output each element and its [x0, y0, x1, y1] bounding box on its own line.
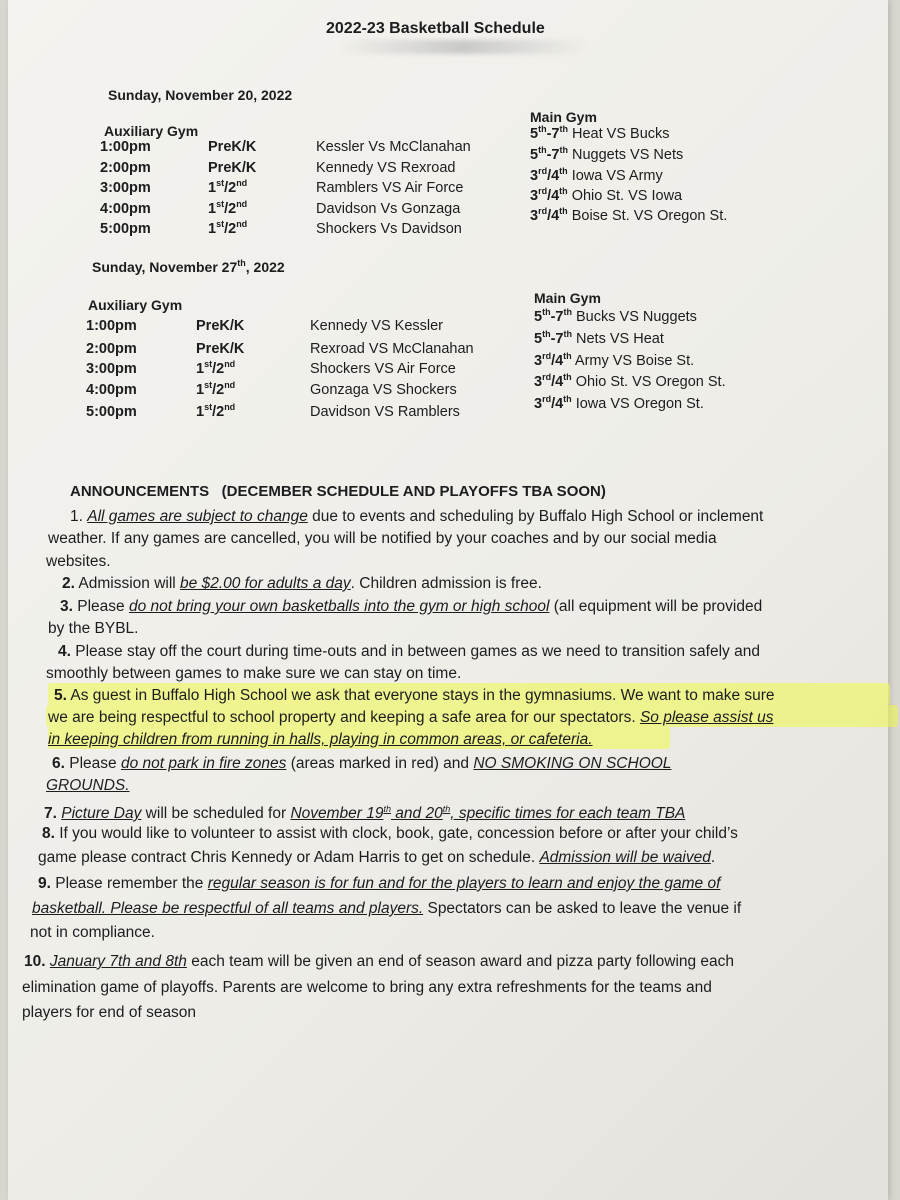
game-grade: 3rd/4th: [530, 206, 568, 224]
game-time: 3:00pm: [100, 180, 151, 196]
aux-game-row: [86, 402, 460, 420]
week1-main-gym-label: Main Gym: [530, 109, 597, 125]
announcement-7: 7. Picture Day will be scheduled for November 19th and 20th, specific times for each team TBA: [44, 804, 686, 822]
page-title: 2022-23 Basketball Schedule: [326, 20, 545, 37]
game-matchup: Shockers VS Air Force: [310, 361, 456, 377]
game-matchup: Ohio St. VS Oregon St.: [575, 374, 726, 390]
announcement-9: 9. Please remember the regular season is for fun and for the players to learn and enjoy the game of: [38, 875, 721, 892]
aux-game-row: [100, 199, 460, 217]
aux-game-row: [86, 359, 456, 377]
announcement-9-line3: not in compliance.: [30, 924, 155, 941]
announcement-5-line3: in keeping children from running in halls, playing in common areas, or cafeteria.: [48, 731, 593, 748]
announcement-4: 4. Please stay off the court during time-outs and in between games as we need to transition safely and: [58, 643, 760, 660]
game-matchup: Heat VS Bucks: [572, 126, 670, 142]
game-matchup: Shockers Vs Davidson: [316, 221, 462, 237]
game-matchup: Boise St. VS Oregon St.: [571, 208, 728, 224]
week1-date: Sunday, November 20, 2022: [108, 87, 293, 103]
game-matchup: Ramblers VS Air Force: [316, 180, 464, 196]
game-matchup: Gonzaga VS Shockers: [310, 382, 457, 398]
announcement-2: 2. Admission will be $2.00 for adults a day. Children admission is free.: [62, 575, 542, 592]
main-game-row: [534, 394, 704, 412]
week2-main-gym-label: Main Gym: [534, 290, 601, 306]
announcement-5-line2: we are being respectful to school property and keeping a safe area for our spectators. So please assist us: [48, 709, 774, 726]
announcement-1-line2: weather. If any games are cancelled, you will be notified by your coaches and by our social media: [48, 530, 717, 547]
announcement-9-line2: basketball. Please be respectful of all teams and players. Spectators can be asked to leave the venue if: [32, 900, 742, 917]
game-grade: 5th-7th: [534, 307, 572, 325]
aux-game-row: [86, 380, 457, 398]
game-time: 4:00pm: [86, 382, 137, 398]
game-grade: 1st/2nd: [208, 219, 248, 237]
game-grade: 1st/2nd: [208, 178, 248, 196]
announcement-10: 10. January 7th and 8th each team will be given an end of season award and pizza party following each: [24, 953, 735, 970]
game-matchup: Rexroad VS McClanahan: [310, 341, 474, 357]
main-game-row: [530, 206, 727, 224]
game-time: 5:00pm: [86, 404, 137, 420]
game-grade: 3rd/4th: [534, 351, 572, 369]
aux-game-row: [86, 339, 474, 357]
main-game-row: [530, 124, 670, 142]
aux-game-row: [100, 178, 463, 196]
main-game-row: [530, 186, 682, 204]
game-matchup: Davidson VS Ramblers: [310, 404, 460, 420]
game-matchup: Iowa VS Oregon St.: [575, 396, 704, 412]
redacted-area: [338, 40, 588, 54]
game-time: 5:00pm: [100, 221, 151, 237]
announcement-10-line3: players for end of season: [22, 1004, 197, 1021]
game-time: 1:00pm: [100, 139, 151, 155]
game-grade: 5th-7th: [530, 124, 568, 142]
main-game-row: [534, 329, 664, 347]
game-grade: 1st/2nd: [208, 199, 248, 217]
game-time: 1:00pm: [86, 318, 137, 334]
main-game-row: [534, 307, 697, 325]
game-grade: 3rd/4th: [530, 166, 568, 184]
week2-date: Sunday, November 27th, 2022: [92, 258, 285, 275]
game-grade: PreK/K: [196, 318, 245, 334]
main-game-row: [530, 166, 663, 184]
announcement-6-line2: GROUNDS.: [46, 777, 130, 794]
week2-aux-gym-label: Auxiliary Gym: [88, 297, 183, 313]
game-grade: 3rd/4th: [534, 372, 572, 390]
announcement-6: 6. Please do not park in fire zones (areas marked in red) and NO SMOKING ON SCHOOL: [52, 755, 672, 772]
game-matchup: Kennedy VS Rexroad: [316, 160, 456, 176]
aux-game-row: [86, 316, 443, 334]
game-matchup: Kennedy VS Kessler: [310, 318, 443, 334]
game-matchup: Nuggets VS Nets: [572, 147, 684, 163]
game-grade: 5th-7th: [530, 145, 568, 163]
week1-aux-gym-label: Auxiliary Gym: [104, 123, 199, 139]
announcement-3-line2: by the BYBL.: [48, 620, 139, 637]
game-grade: 5th-7th: [534, 329, 572, 347]
game-matchup: Bucks VS Nuggets: [576, 309, 697, 325]
game-time: 2:00pm: [100, 160, 151, 176]
game-matchup: Kessler Vs McClanahan: [316, 139, 471, 155]
aux-game-row: [100, 219, 462, 237]
aux-game-row: [100, 158, 455, 176]
game-time: 4:00pm: [100, 201, 151, 217]
game-matchup: Davidson Vs Gonzaga: [316, 201, 461, 217]
game-matchup: Ohio St. VS Iowa: [571, 188, 683, 204]
announcement-5: 5. As guest in Buffalo High School we ask that everyone stays in the gymnasiums. We want to make sure: [54, 687, 775, 704]
aux-game-row: [100, 137, 471, 155]
game-grade: 3rd/4th: [530, 186, 568, 204]
announcement-1-line3: websites.: [46, 553, 111, 570]
announcement-4-line2: smoothly between games to make sure we can stay on time.: [46, 665, 462, 682]
game-matchup: Nets VS Heat: [576, 331, 664, 347]
game-grade: 3rd/4th: [534, 394, 572, 412]
announcement-10-line2: elimination game of playoffs. Parents are welcome to bring any extra refreshments for the teams and: [22, 979, 712, 996]
main-game-row: [534, 351, 694, 369]
game-grade: 1st/2nd: [196, 380, 236, 398]
announcement-8-line2: game please contract Chris Kennedy or Adam Harris to get on schedule. Admission will be waived.: [38, 849, 716, 866]
announcement-3: 3. Please do not bring your own basketballs into the gym or high school (all equipment will be provided: [60, 598, 763, 615]
main-game-row: [534, 372, 726, 390]
game-grade: 1st/2nd: [196, 359, 236, 377]
announcements-heading: ANNOUNCEMENTS (DECEMBER SCHEDULE AND PLAYOFFS TBA SOON): [70, 483, 606, 500]
game-grade: PreK/K: [196, 341, 245, 357]
announcement-1: 1. All games are subject to change due to events and scheduling by Buffalo High School or inclement: [70, 508, 764, 525]
game-time: 2:00pm: [86, 341, 137, 357]
main-game-row: [530, 145, 683, 163]
game-grade: PreK/K: [208, 139, 257, 155]
game-time: 3:00pm: [86, 361, 137, 377]
game-matchup: Army VS Boise St.: [574, 353, 695, 369]
announcement-8: 8. If you would like to volunteer to assist with clock, book, gate, concession before or after your child’s: [42, 825, 738, 842]
game-matchup: Iowa VS Army: [571, 168, 663, 184]
schedule-paper: [8, 0, 888, 1200]
game-grade: PreK/K: [208, 160, 257, 176]
game-grade: 1st/2nd: [196, 402, 236, 420]
